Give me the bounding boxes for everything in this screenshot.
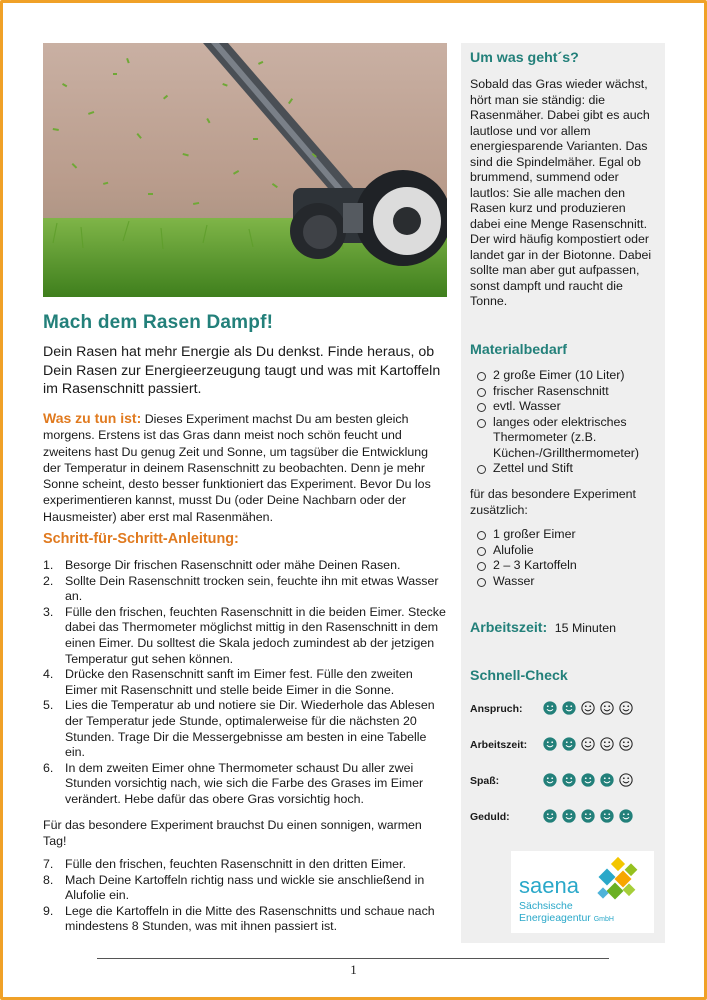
smiley-filled-icon — [562, 737, 576, 751]
step-text: Sollte Dein Rasenschnitt trocken sein, feuchte ihn mit etwas Wasser an. — [65, 573, 439, 604]
smiley-filled-icon — [619, 809, 633, 823]
step-number: 6. — [43, 760, 54, 775]
material-item: 1 großer Eimer — [476, 527, 660, 543]
step-number: 5. — [43, 698, 54, 713]
steps-heading: Schritt-für-Schritt-Anleitung: — [43, 531, 239, 547]
steps-list-special — [43, 857, 447, 935]
steps-list — [43, 558, 447, 808]
special-materials-label: für das besondere Experiment zusätzlich: — [470, 487, 636, 517]
worktime-row — [470, 620, 616, 636]
step-text: Drücke den Rasenschnitt sanft im Eimer fest. Fülle den zweiten Eimer mit Rasenschnitt und stelle beide Eimer in die Sonne. — [65, 667, 413, 697]
materials-list — [476, 368, 660, 477]
about-heading: Um was geht´s? — [470, 50, 579, 66]
step-item — [43, 857, 447, 873]
logo-suffix: GmbH — [593, 916, 614, 923]
step-text: Mach Deine Kartoffeln richtig nass und wickle sie anschließend in Alufolie ein. — [65, 872, 425, 903]
step-number: 9. — [43, 903, 54, 918]
smiley-outline-icon — [600, 701, 614, 715]
step-text: In dem zweiten Eimer ohne Thermometer schaust Du aller zwei Stunden vorsichtig nach, wie sich die Farbe des Grases im Eimer verändert. Hebe dafür das obere Gras vorsichtig hoch. — [65, 760, 424, 806]
material-item: Alufolie — [476, 543, 660, 559]
step-number: 1. — [43, 558, 54, 572]
quickcheck-label: Spaß: — [470, 775, 500, 787]
smiley-outline-icon — [619, 773, 633, 787]
smiley-filled-icon — [543, 737, 557, 751]
step-item — [43, 667, 447, 698]
logo-subtitle — [519, 900, 614, 926]
step-item — [43, 574, 447, 605]
step-item — [43, 761, 447, 808]
worktime-label: Arbeitszeit: — [470, 620, 548, 636]
material-item: Zettel und Stift — [476, 461, 660, 477]
material-item: frischer Rasenschnitt — [476, 384, 660, 400]
material-item: 2 – 3 Kartoffeln — [476, 558, 660, 574]
step-item — [43, 904, 447, 935]
smiley-filled-icon — [600, 773, 614, 787]
step-text: Lege die Kartoffeln in die Mitte des Rasenschnitts und schaue nach mindestens 8 Stunden, was mit ihnen passiert ist. — [65, 903, 435, 934]
smiley-filled-icon — [562, 701, 576, 715]
special-intro: Für das besondere Experiment brauchst Du einen sonnigen, warmen Tag! — [43, 818, 422, 849]
step-item — [43, 558, 447, 574]
footer-divider — [97, 958, 609, 959]
step-item — [43, 605, 447, 667]
smiley-filled-icon — [543, 773, 557, 787]
step-text: Fülle den frischen, feuchten Rasenschnitt in die beiden Eimer. Stecke dabei das Thermometer möglichst mittig in den Rasenschnitt in dem einen Eimer. Du solltest die Skala jedoch zumindest ab der jetzigen Temperatur gut sehen können. — [65, 604, 446, 666]
quickcheck-label: Anspruch: — [470, 703, 523, 715]
quickcheck-rating — [543, 809, 633, 823]
page-number: 1 — [350, 962, 357, 977]
step-number: 7. — [43, 857, 54, 871]
quickcheck-rating — [543, 773, 633, 787]
special-materials-list — [476, 527, 660, 589]
step-number: 8. — [43, 872, 54, 887]
saena-logo — [511, 851, 654, 933]
smiley-filled-icon — [600, 809, 614, 823]
step-number: 2. — [43, 573, 54, 588]
material-item: 2 große Eimer (10 Liter) — [476, 368, 660, 384]
quickcheck-rating — [543, 701, 633, 715]
todo-paragraph — [43, 410, 447, 525]
smiley-filled-icon — [543, 701, 557, 715]
smiley-outline-icon — [581, 737, 595, 751]
step-text: Besorge Dir frischen Rasenschnitt oder mähe Deinen Rasen. — [65, 558, 401, 572]
lead-paragraph: Dein Rasen hat mehr Energie als Du denkst. Finde heraus, ob Dein Rasen zur Energieerzeugung taugt und was mit Kartoffeln im Rasenschnitt passiert. — [43, 344, 441, 397]
step-item — [43, 873, 447, 904]
lawnmower-photo — [43, 43, 447, 297]
material-item: evtl. Wasser — [476, 399, 660, 415]
step-number: 3. — [43, 604, 54, 619]
step-text: Fülle den frischen, feuchten Rasenschnitt in den dritten Eimer. — [65, 857, 406, 871]
todo-text: Dieses Experiment machst Du am besten gleich morgens. Erstens ist das Gras dann meist noch schön feucht und zweitens hast Du genug Zeit und Sonne, um tagsüber die Entwicklung der Temperatur in deinem Rasenschnitt zu beobachten. Denn je mehr Sonne scheint, desto besser funktioniert das Experiment. Bevor Du los experimentieren kannst, musst Du (oder Deine Nachbarn oder der Hausmeister) aber erst mal Rasenmähen. — [43, 412, 431, 524]
logo-line1: Sächsische — [519, 900, 573, 912]
logo-line2: Energieagentur — [519, 912, 591, 924]
material-item: Wasser — [476, 574, 660, 590]
todo-label: Was zu tun ist: — [43, 410, 142, 426]
smiley-filled-icon — [543, 809, 557, 823]
quickcheck-label: Arbeitszeit: — [470, 739, 528, 751]
smiley-outline-icon — [581, 701, 595, 715]
smiley-filled-icon — [581, 809, 595, 823]
smiley-outline-icon — [600, 737, 614, 751]
worktime-value: 15 Minuten — [554, 621, 617, 635]
smiley-filled-icon — [562, 809, 576, 823]
smiley-filled-icon — [562, 773, 576, 787]
page-title: Mach dem Rasen Dampf! — [43, 312, 274, 333]
step-text: Lies die Temperatur ab und notiere sie Dir. Wiederhole das Ablesen der Temperatur jede Stunde, optimalerweise für die nächsten 20 Stunden. Trage Dir die Messergebnisse am besten in eine Tabelle ein. — [65, 698, 435, 760]
quickcheck-rating — [543, 737, 633, 751]
smiley-filled-icon — [581, 773, 595, 787]
smiley-outline-icon — [619, 737, 633, 751]
quickcheck-label: Geduld: — [470, 811, 510, 823]
material-heading: Materialbedarf — [470, 342, 567, 358]
step-item — [43, 698, 447, 760]
quickcheck-heading: Schnell-Check — [470, 668, 568, 684]
step-number: 4. — [43, 667, 54, 682]
logo-wordmark: saena — [519, 873, 579, 898]
about-text: Sobald das Gras wieder wächst, hört man sie ständig: die Rasenmäher. Dabei gibt es auch lautlose und vor allem energiesparende Varianten. Das sind die Spindelmäher. Egal ob brummend, summend oder lautlos: Sie alle machen den Rasen kurz und produzieren dabei eine Menge Rasenschnitt. Der wird häufig kompostiert oder landet gar in der Biotonne. Dabei sollte man aber gut aufpassen, sonst dampft und raucht die Tonne. — [470, 77, 652, 308]
material-item: langes oder elektrisches Thermometer (z.B. Küchen-/Grillthermometer) — [476, 415, 660, 462]
smiley-outline-icon — [619, 701, 633, 715]
